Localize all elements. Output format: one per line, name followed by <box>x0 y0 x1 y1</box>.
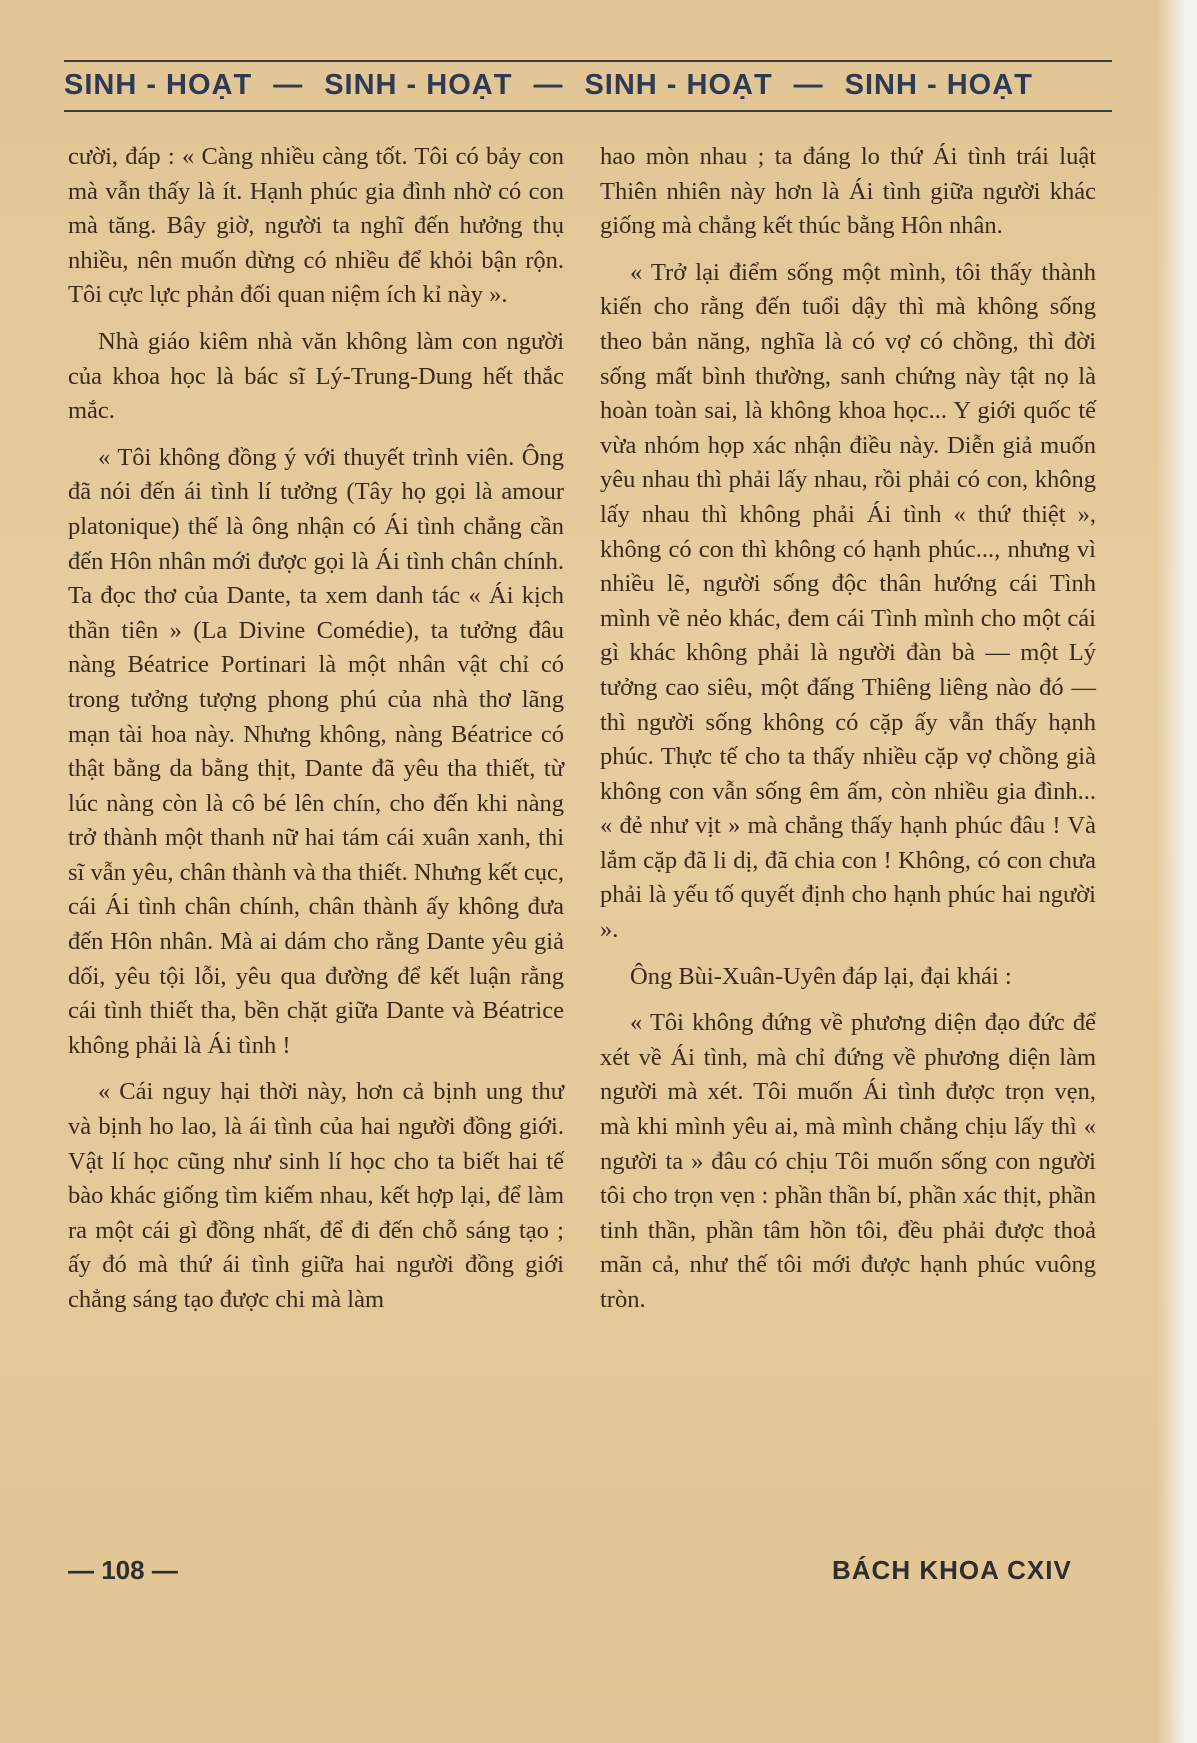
paragraph: hao mòn nhau ; ta đáng lo thứ Ái tình trái luật Thiên nhiên này hơn là Ái tình giữa người khác giống mà chẳng kết thúc bằng Hôn nhân. <box>600 143 1096 240</box>
right-column <box>600 140 1096 1330</box>
header-separator: — <box>533 68 564 101</box>
paragraph: « Trở lại điểm sống một mình, tôi thấy thành kiến cho rằng đến tuổi dậy thì mà không sống theo bản năng, nghĩa là có vợ có chồng, thì đời sống mất bình thường, sanh chứng này tật nọ là hoàn toàn sai, là không khoa học... Y giới quốc tế vừa nhóm họp xác nhận điều này. Diễn giả muốn yêu nhau thì phải lấy nhau, rồi phải có con, không lấy nhau thì không phải Ái tình « thứ thiệt », không có con thì không có hạnh phúc..., nhưng vì nhiều lẽ, người sống độc thân hướng cái Tình mình về nẻo khác, đem cái Tình mình cho một cái gì khác không phải là người đàn bà — một Lý tưởng cao siêu, một đấng Thiêng liêng nào đó — thì người sống không có cặp ấy vẫn thấy hạnh phúc. Thực tế cho ta thấy nhiều cặp vợ chồng già không con vẫn sống êm ấm, còn nhiều gia đình... « đẻ như vịt » mà chẳng thấy hạnh phúc đâu ! Và lắm cặp đã li dị, đã chia con ! Không, có con chưa phải là yếu tố quyết định cho hạnh phúc hai người ». <box>600 258 1096 944</box>
header-separator: — <box>273 68 304 101</box>
page-number: — 108 — <box>68 1555 178 1585</box>
running-header <box>64 66 1124 104</box>
header-segment: SINH - HOẠT <box>844 68 1033 101</box>
header-bottom-rule <box>64 110 1112 112</box>
header-segment: SINH - HOẠT <box>64 68 253 101</box>
paragraph: « Cái nguy hại thời này, hơn cả bịnh ung thư và bịnh ho lao, là ái tình của hai người đồng giới. Vật lí học cũng như sinh lí học cho ta biết hai tế bào khác giống tìm kiếm nhau, kết hợp lại, để làm ra một cái gì đồng nhất, để đi đến chỗ sáng tạo ; ấy đó mà thứ ái tình giữa hai người đồng giới chẳng sáng tạo được chi mà làm <box>68 1078 564 1313</box>
left-column <box>68 140 564 1330</box>
torn-edge <box>1157 0 1197 1743</box>
publication-name: BÁCH KHOA CXIV <box>832 1555 1072 1585</box>
header-top-rule <box>64 60 1112 62</box>
paragraph: Nhà giáo kiêm nhà văn không làm con người của khoa học là bác sĩ Lý-Trung-Dung hết thắc mắc. <box>68 327 564 425</box>
paragraph: Ông Bùi-Xuân-Uyên đáp lại, đại khái : <box>630 962 1012 990</box>
paragraph: « Tôi không đồng ý với thuyết trình viên. Ông đã nói đến ái tình lí tưởng (Tây họ gọi là amour platonique) thế là ông nhận có Ái tình chẳng cần đến Hôn nhân mới được gọi là Ái tình chân chính. Ta đọc thơ của Dante, ta xem danh tác « Ái kịch thần tiên » (La Divine Comédie), ta tưởng đâu nàng Béatrice Portinari là một nhân vật chỉ có trong tưởng tượng phong phú của nhà thơ lãng mạn tài hoa này. Nhưng không, nàng Béatrice có thật bằng da bằng thịt, Dante đã yêu tha thiết, từ lúc nàng còn là cô bé lên chín, cho đến khi nàng trở thành một thanh nữ hai tám cái xuân xanh, thi sĩ vẫn yêu, chân thành và tha thiết. Nhưng kết cục, cái Ái tình chân chính, chân thành ấy không đưa đến Hôn nhân. Mà ai dám cho rằng Dante yêu giả dối, yêu tội lỗi, yêu qua đường để kết luận rằng cái tình thiết tha, bền chặt giữa Dante và Béatrice không phải là Ái tình ! <box>68 443 564 1059</box>
header-separator: — <box>793 68 824 101</box>
header-segment: SINH - HOẠT <box>324 68 513 101</box>
paragraph: cười, đáp : « Càng nhiều càng tốt. Tôi có bảy con mà vẫn thấy là ít. Hạnh phúc gia đình nhờ có con mà tăng. Bây giờ, người ta nghĩ đến hưởng thụ nhiều, nên muốn dừng có nhiều để khỏi bận rộn. Tôi cực lực phản đối quan niệm ích kỉ này ». <box>68 143 564 309</box>
header-segment: SINH - HOẠT <box>584 68 773 101</box>
paragraph: « Tôi không đứng về phương diện đạo đức để xét về Ái tình, mà chỉ đứng về phương diện làm người mà xét. Tôi muốn Ái tình được trọn vẹn, mà khi mình yêu ai, mà mình chẳng chịu lấy thì « người ta » đâu có chịu Tôi muốn sống con người tôi cho trọn vẹn : phần thần bí, phần xác thịt, phần tinh thần, phần tâm hồn tôi, đều phải được thoả mãn cả, như thế tôi mới được hạnh phúc vuông tròn. <box>600 1009 1096 1313</box>
